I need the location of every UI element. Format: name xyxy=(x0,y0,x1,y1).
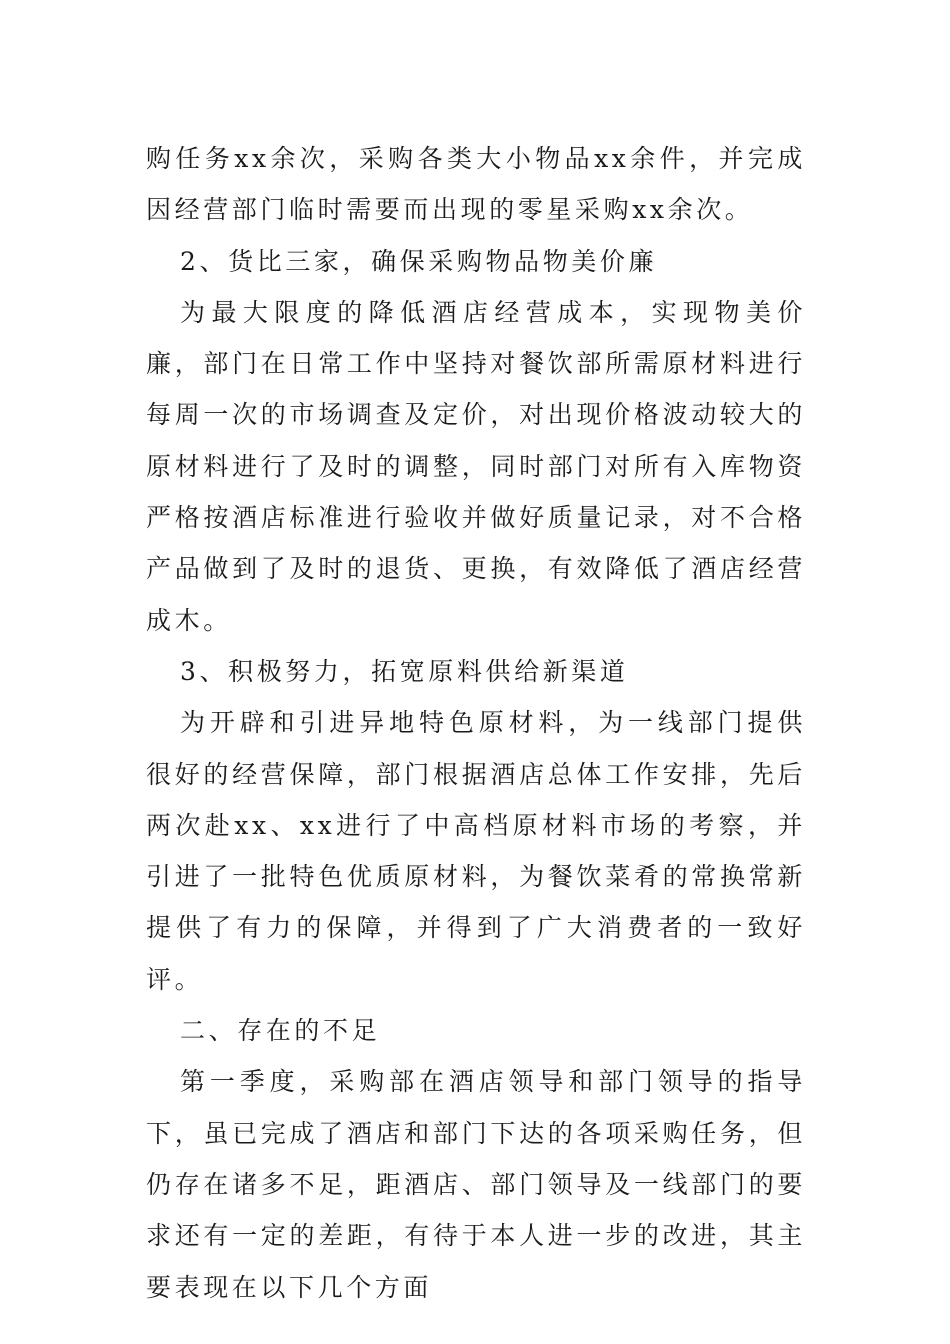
body-paragraph-price-control: 为最大限度的降低酒店经营成本，实现物美价廉，部门在日常工作中坚持对餐饮部所需原材料进行每周一次的市场调查及定价，对出现价格波动较大的原材料进行了及时的调整，同时部门对所有入库物资严格按酒店标准进行验收并做好质量记录，对不合格产品做到了及时的退货、更换，有效降低了酒店经营成木。 xyxy=(146,297,806,635)
body-paragraph-continued: 购任务xx余次，采购各类大小物品xx余件，并完成因经营部门临时需要而出现的零星采购xx余次。 xyxy=(146,144,806,225)
section-heading-2: 2、货比三家，确保采购物品物美价廉 xyxy=(180,246,658,276)
section-heading-shortcomings: 二、存在的不足 xyxy=(180,1016,381,1046)
body-paragraph-shortcomings: 第一季度，采购部在酒店领导和部门领导的指导下，虽已完成了酒店和部门下达的各项采购任务，但仍存在诸多不足，距酒店、部门领导及一线部门的要求还有一定的差距，有待于本人进一步的改进，其主要表现在以下几个方面 xyxy=(146,1067,806,1302)
section-heading-3: 3、积极努力，拓宽原料供给新渠道 xyxy=(180,656,629,686)
body-paragraph-new-channels: 为开辟和引进异地特色原材料，为一线部门提供很好的经营保障，部门根据酒店总体工作安排，先后 两次赴xx、xx进行了中高档原材料市场的考察，并引进了一批特色优质原材料，为餐饮菜肴的常换常新提供了有力的保障，并得到了广大消费者的一致好评。 xyxy=(146,708,806,994)
document-page xyxy=(146,133,806,1313)
